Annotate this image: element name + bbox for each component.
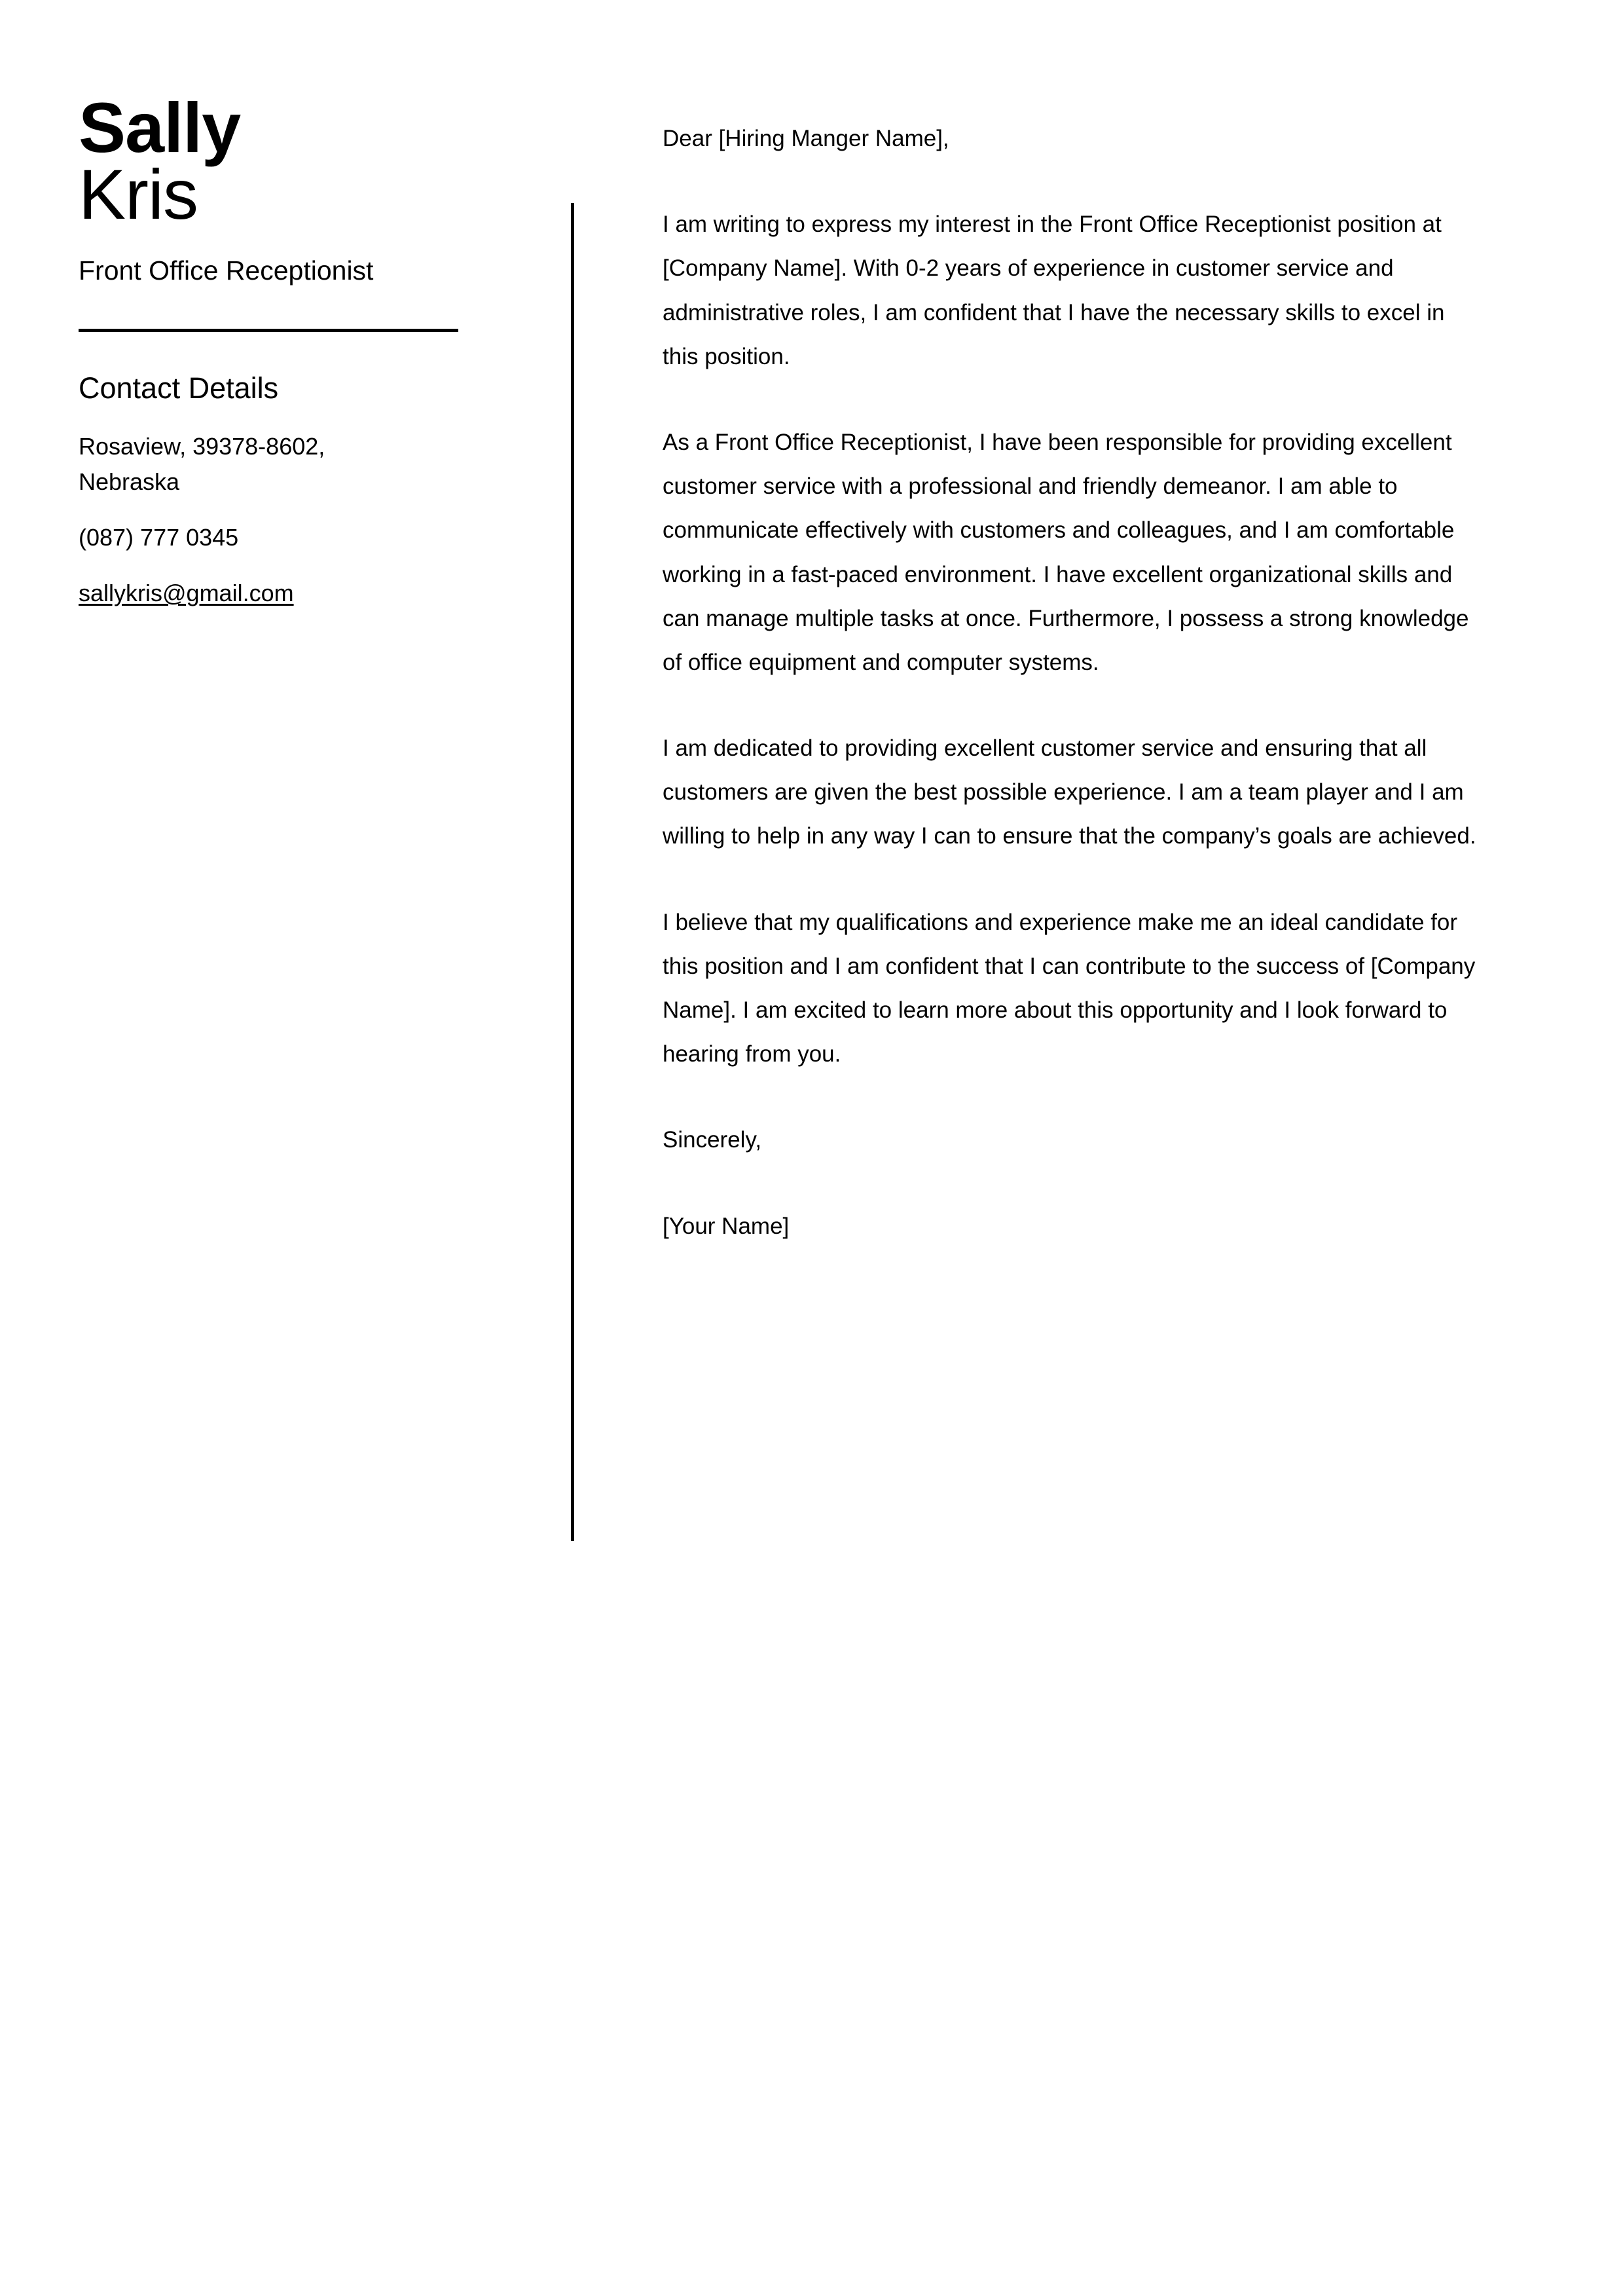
letter-salutation: Dear [Hiring Manger Name], [663,126,949,151]
sidebar [79,88,484,610]
job-title: Front Office Receptionist [79,255,374,286]
vertical-divider [571,203,574,1541]
first-name: Sally [79,88,241,167]
letter-paragraph-4: I believe that my qualifications and experience make me an ideal candidate for this position and I am confident that I can contribute to the success of [Company Name]. I am excited to learn more about this opportunity and I look forward to hearing from you. [663,909,1476,1067]
contact-address: Rosaview, 39378-8602, Nebraska [79,433,325,495]
letter-paragraph-1: I am writing to express my interest in the Front Office Receptionist position at [Company Name]. With 0-2 years of experience in customer service and administrative roles, I am confident that I have the necessary skills to excel in this position. [663,212,1445,369]
contact-email-row [79,576,419,610]
contact-phone: (087) 777 0345 [79,523,239,551]
last-name: Kris [79,155,198,234]
contact-details-list [79,429,484,610]
sidebar-divider-rule [79,329,458,332]
letter-paragraph-3: I am dedicated to providing excellent customer service and ensuring that all customers are given the best possible experience. I am a team player and I am willing to help in any way I can to ensure that the company’s goals are achieved. [663,735,1476,849]
candidate-name [79,88,484,234]
contact-details-heading: Contact Details [79,371,279,405]
letter-signature: [Your Name] [663,1213,790,1239]
letter-body [663,117,1480,1248]
letter-paragraph-2: As a Front Office Receptionist, I have been responsible for providing excellent customer service with a professional and friendly demeanor. I am able to communicate effectively with customers and colleagues, and I am comfortable working in a fast-paced environment. I have excellent organizational skills and can manage multiple tasks at once. Furthermore, I possess a strong knowledge of office equipment and computer systems. [663,429,1469,675]
letter-closing: Sincerely, [663,1127,762,1153]
contact-email-link[interactable]: sallykris@gmail.com [79,580,294,607]
